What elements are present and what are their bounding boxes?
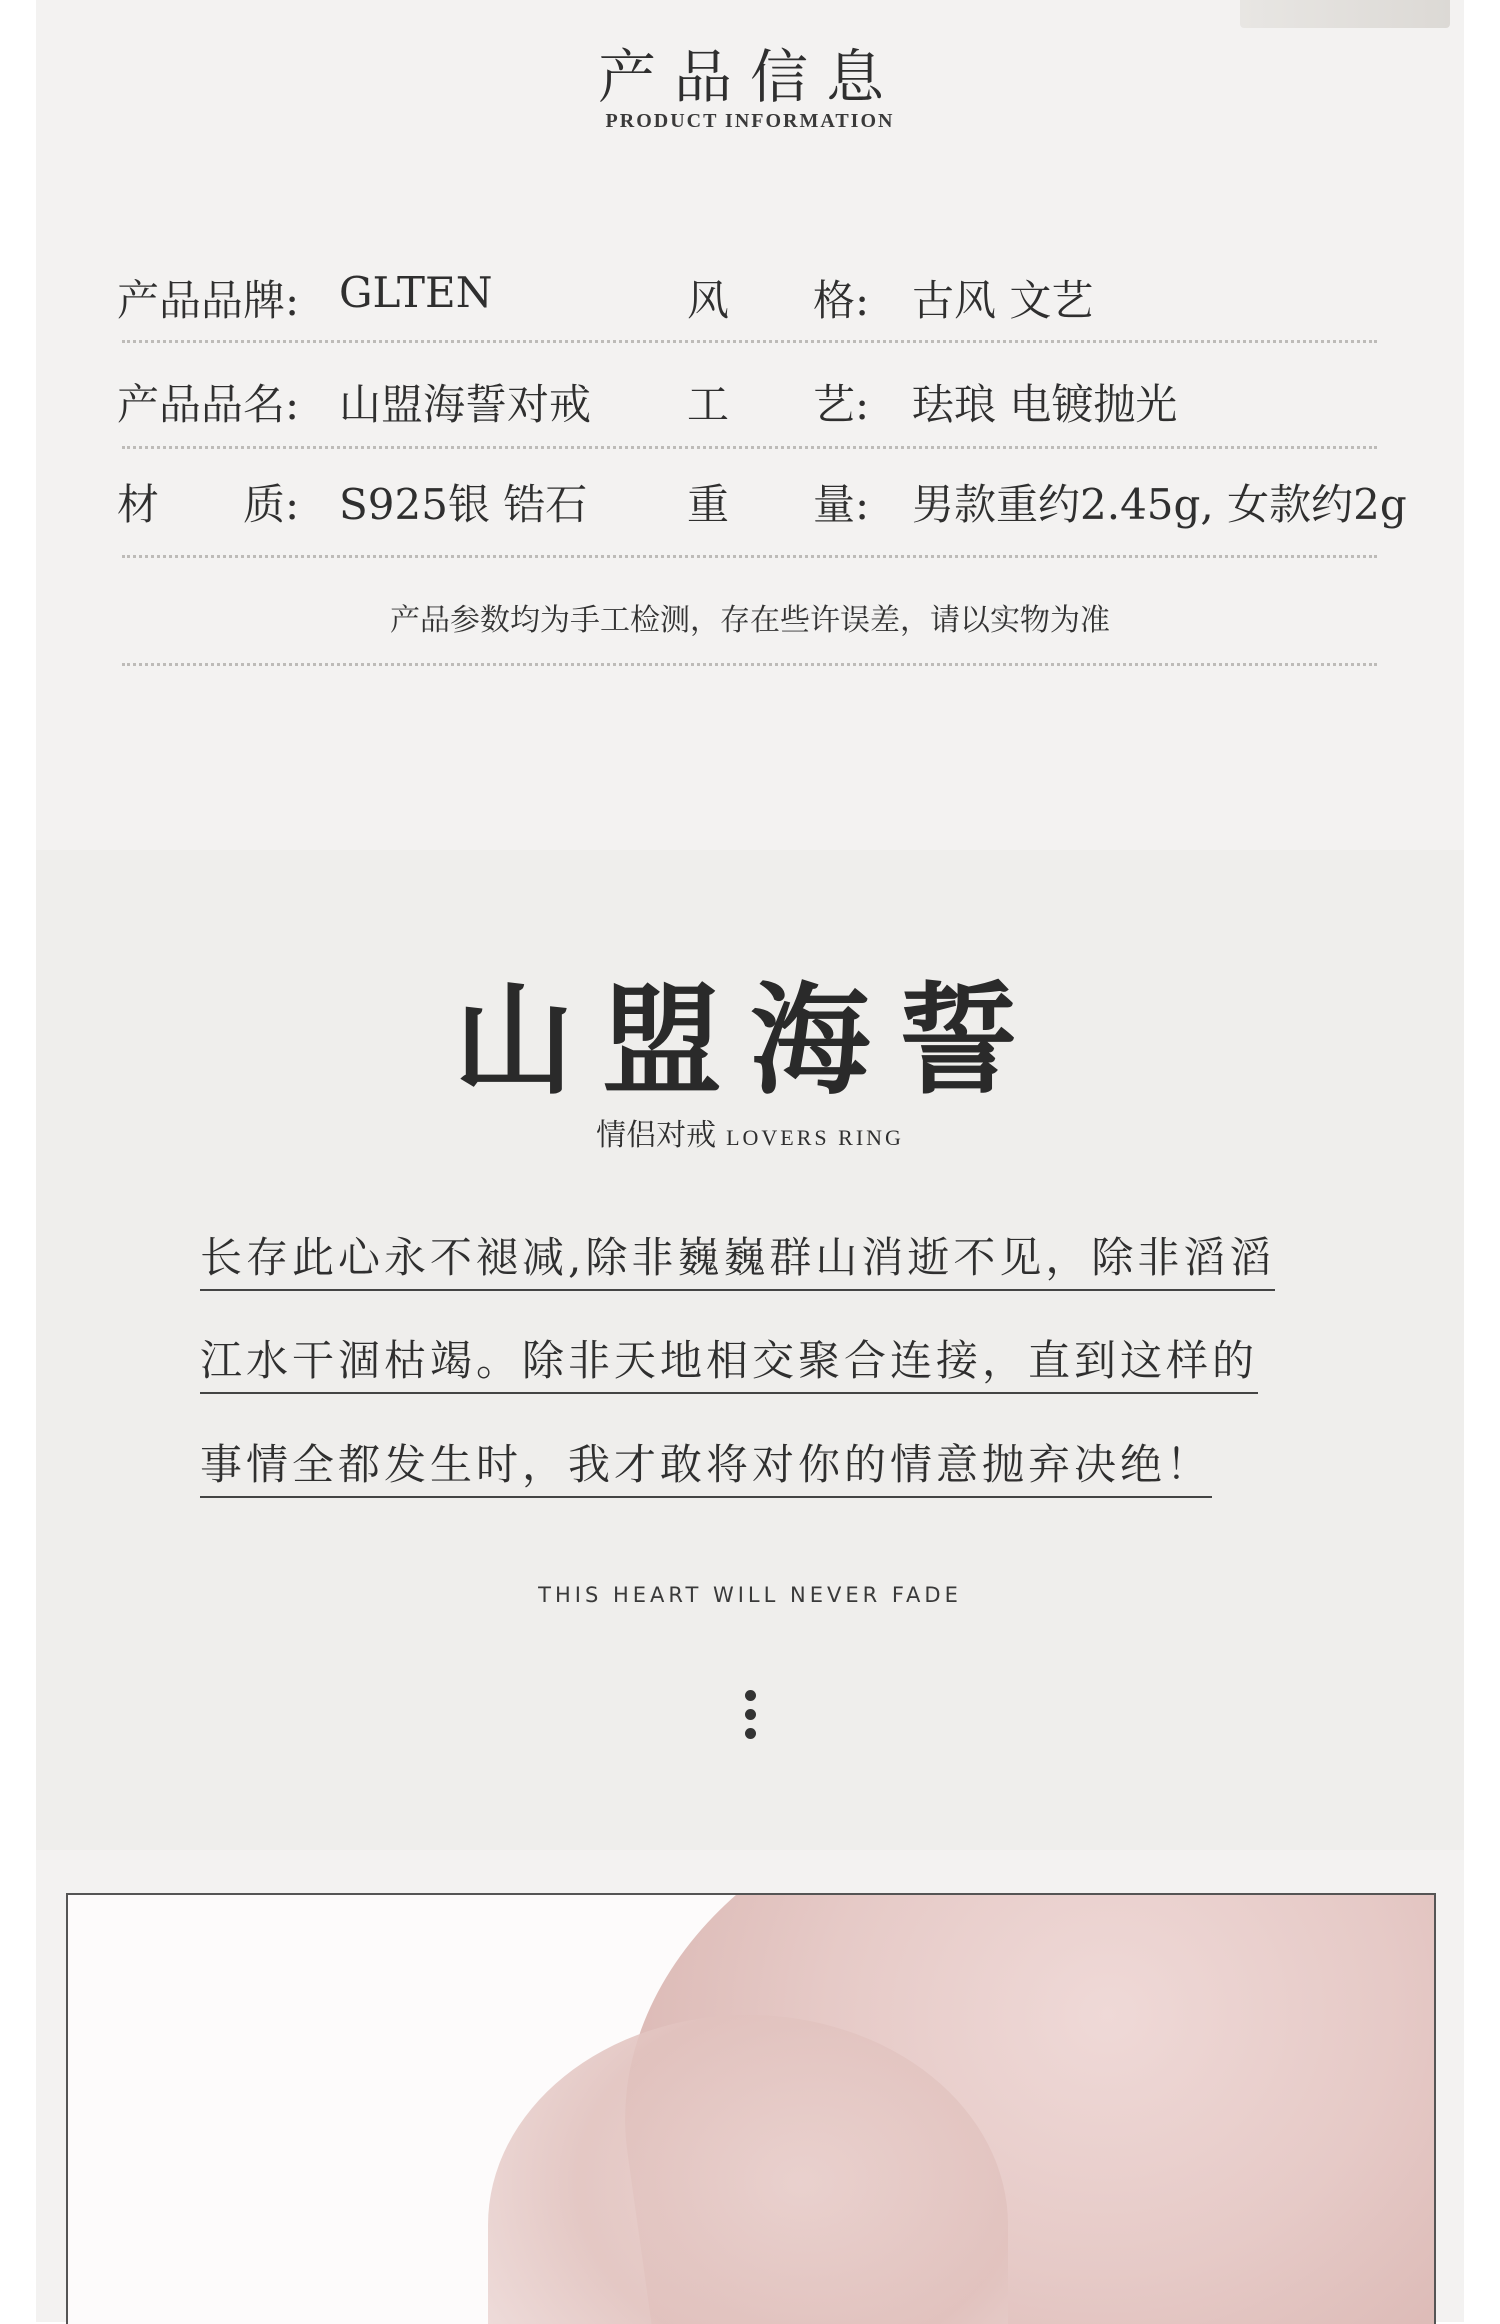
section-title: 产品信息	[597, 43, 902, 111]
spec-value: 山盟海誓对戒	[339, 380, 592, 429]
dotted-divider	[122, 446, 1377, 449]
calligraphy-subtitle	[0, 1110, 1500, 1154]
spec-value: 珐琅 电镀抛光	[912, 380, 1178, 429]
spec-row	[117, 268, 1377, 328]
spec-label: 产品品名:	[117, 380, 300, 429]
product-photo	[66, 1893, 1436, 2324]
section-subtitle: PRODUCT INFORMATION	[605, 110, 895, 132]
spec-row	[117, 372, 1377, 432]
spec-label: 重 量:	[687, 480, 870, 529]
spec-row	[117, 472, 1407, 532]
spec-label: 产品品牌:	[117, 276, 300, 325]
calligraphy-title: 山盟海誓	[454, 970, 1046, 1111]
subtitle-chinese: 情侣对戒	[596, 1118, 717, 1153]
poem-line: 事情全都发生时，我才敢将对你的情意抛弃决绝！	[200, 1432, 1212, 1498]
spec-label: 工 艺:	[687, 380, 870, 429]
spec-label: 风 格:	[687, 276, 870, 325]
tagline: THIS HEART WILL NEVER FADE	[538, 1583, 962, 1607]
disclaimer-note: 产品参数均为手工检测，存在些许误差，请以实物为准	[390, 603, 1110, 638]
subtitle-english: LOVERS RING	[726, 1125, 904, 1150]
vertical-dots-icon	[745, 1690, 756, 1747]
spec-value: GLTEN	[339, 268, 493, 317]
dotted-divider	[122, 340, 1377, 343]
poem-line: 江水干涸枯竭。除非天地相交聚合连接，直到这样的	[200, 1328, 1258, 1394]
spec-label: 材 质:	[117, 480, 300, 529]
spec-value: 古风 文艺	[912, 276, 1094, 325]
top-image-edge	[1240, 0, 1450, 28]
poem-line: 长存此心永不褪减,除非巍巍群山消逝不见，除非滔滔	[200, 1225, 1275, 1291]
spec-value: S925银 锆石	[339, 480, 588, 529]
dotted-divider	[122, 663, 1377, 666]
dotted-divider	[122, 555, 1377, 558]
spec-value: 男款重约2.45g, 女款约2g	[912, 480, 1407, 529]
